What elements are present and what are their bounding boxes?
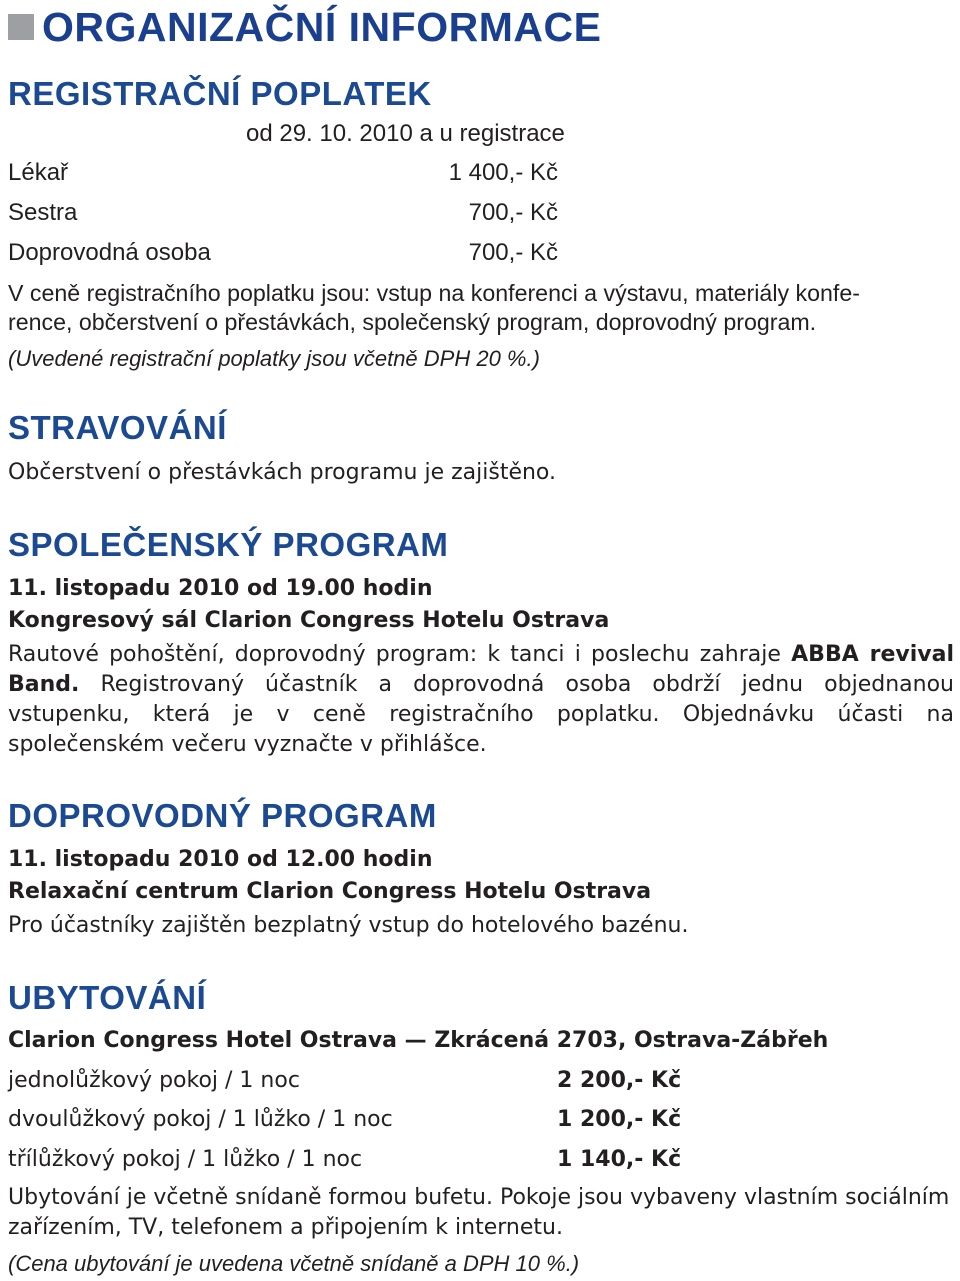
room-label-double: dvoulůžkový pokoj / 1 lůžko / 1 noc	[8, 1107, 393, 1132]
price-column-header: od 29. 10. 2010 a u registrace	[246, 120, 565, 147]
social-description	[8, 640, 954, 760]
companion-heading: DOPROVODNÝ PROGRAM	[8, 797, 437, 834]
fee-label-nurse: Sestra	[8, 199, 78, 226]
fee-price-nurse: 700,- Kč	[468, 199, 558, 226]
fee-price-companion: 700,- Kč	[468, 239, 558, 266]
social-date: 11. listopadu 2010 od 19.00 hodin	[8, 576, 433, 601]
room-price-single: 2 200,- Kč	[557, 1068, 682, 1093]
fee-vat-note: (Uvedené registrační poplatky jsou včetně DPH 20 %.)	[8, 346, 540, 371]
fee-price-doctor: 1 400,- Kč	[448, 159, 558, 186]
fee-label-doctor: Lékař	[8, 159, 69, 186]
social-desc-rest: Registrovaný účastník a doprovodná osoba obdrží jednu objednanou vstupenku, která je v ceně registračního poplatku. Objednávku účasti na společenském večeru vyznačte v přihlášce.	[8, 672, 954, 757]
accommodation-heading: UBYTOVÁNÍ	[8, 979, 207, 1016]
room-price-double: 1 200,- Kč	[557, 1107, 682, 1132]
social-desc-intro: Rautové pohoštění, doprovodný program: k tanci i poslechu zahraje	[8, 642, 781, 667]
fee-includes-line2: rence, občerstvení o přestávkách, společenský program, doprovodný program.	[8, 309, 817, 335]
accommodation-vat-note: (Cena ubytování je uvedena včetně snídaně a DPH 10 %.)	[8, 1251, 580, 1276]
fee-includes-line1: V ceně registračního poplatku jsou: vstup na konferenci a výstavu, materiály konfe-	[8, 280, 860, 306]
registration-heading: REGISTRAČNÍ POPLATEK	[8, 75, 432, 112]
room-label-triple: třílůžkový pokoj / 1 lůžko / 1 noc	[8, 1147, 363, 1172]
social-heading: SPOLEČENSKÝ PROGRAM	[8, 526, 449, 563]
page-title-text: ORGANIZAČNÍ INFORMACE	[42, 4, 602, 50]
room-price-triple: 1 140,- Kč	[557, 1147, 682, 1172]
accommodation-info: Ubytování je včetně snídaně formou bufetu. Pokoje jsou vybaveny vlastním sociálním zařízením, TV, telefonem a připojením k internetu.	[8, 1185, 950, 1240]
page-title	[8, 4, 601, 51]
catering-text: Občerstvení o přestávkách programu je zajištěno.	[8, 460, 556, 485]
companion-text: Pro účastníky zajištěn bezplatný vstup do hotelového bazénu.	[8, 913, 689, 938]
room-label-single: jednolůžkový pokoj / 1 noc	[8, 1068, 300, 1093]
hotel-address: Clarion Congress Hotel Ostrava — Zkrácená 2703, Ostrava-Zábřeh	[8, 1028, 829, 1053]
square-bullet-icon	[8, 14, 34, 40]
companion-date: 11. listopadu 2010 od 12.00 hodin	[8, 847, 433, 872]
social-venue: Kongresový sál Clarion Congress Hotelu Ostrava	[8, 608, 610, 633]
social-band-name: ABBA revival Band.	[8, 642, 954, 697]
fee-label-companion: Doprovodná osoba	[8, 239, 211, 266]
companion-venue: Relaxační centrum Clarion Congress Hotelu Ostrava	[8, 879, 652, 904]
catering-heading: STRAVOVÁNÍ	[8, 409, 227, 446]
